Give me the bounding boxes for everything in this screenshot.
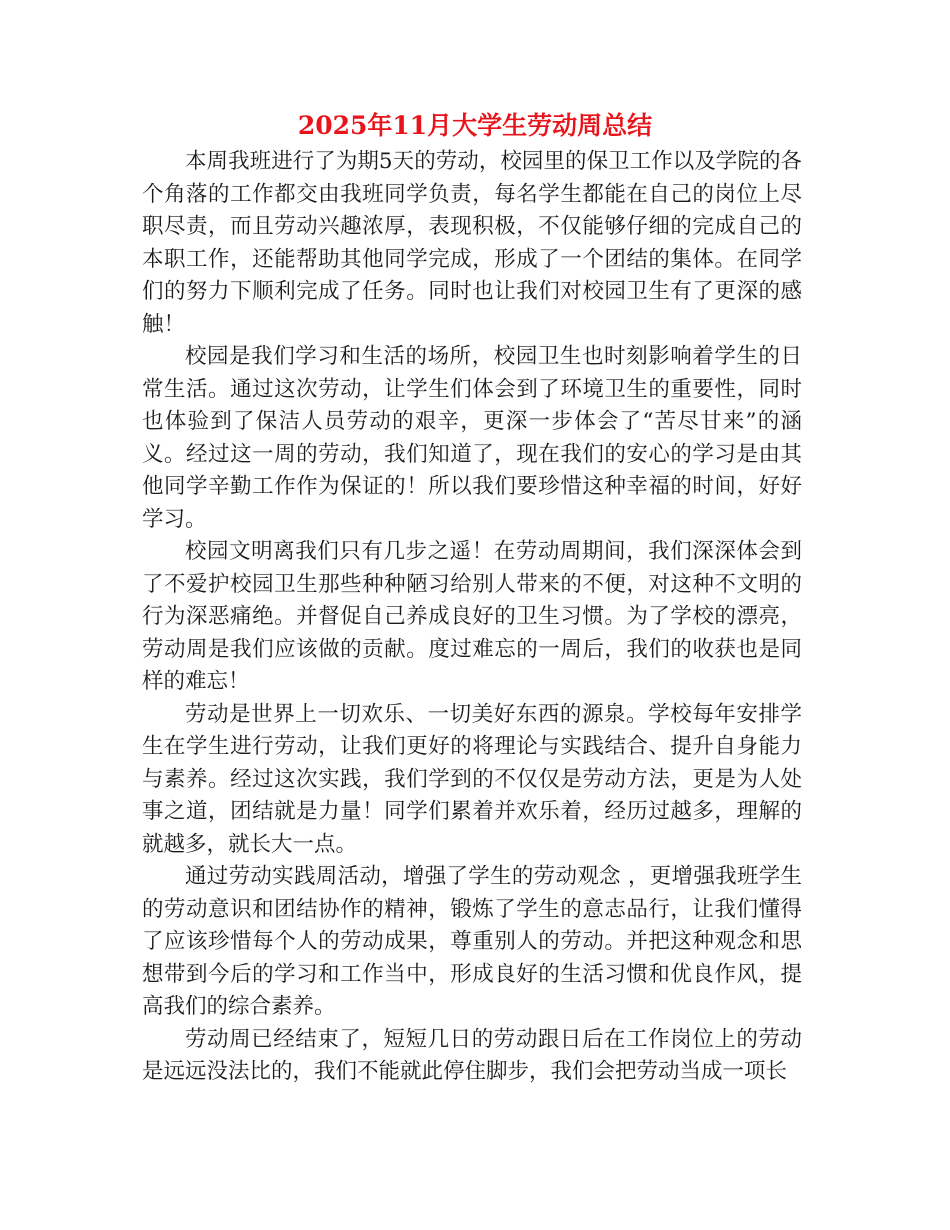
paragraph-3: 校园文明离我们只有几步之遥！在劳动周期间，我们深深体会到了不爱护校园卫生那些种种陋习给别人带来的不便，对这种不文明的行为深恶痛绝。并督促自己养成良好的卫生习惯。为了学校的漂亮，劳动周是我们应该做的贡献。度过难忘的一周后，我们的收获也是同样的难忘！	[142, 539, 802, 694]
document-title: 2025年11月大学生劳动周总结	[297, 111, 653, 140]
paragraph-5: 通过劳动实践周活动，增强了学生的劳动观念 ，更增强我班学生的劳动意识和团结协作的精神，锻炼了学生的意志品行，让我们懂得了应该珍惜每个人的劳动成果，尊重别人的劳动。并把这种观念和思想带到今后的学习和工作当中，形成良好的生活习惯和优良作风，提高我们的综合素养。	[142, 864, 802, 1019]
document-body	[142, 146, 802, 1089]
paragraph-1: 本周我班进行了为期5天的劳动，校园里的保卫工作以及学院的各个角落的工作都交由我班同学负责，每名学生都能在自己的岗位上尽职尽责，而且劳动兴趣浓厚，表现积极，不仅能够仔细的完成自己的本职工作，还能帮助其他同学完成，形成了一个团结的集体。在同学们的努力下顺利完成了任务。同时也让我们对校园卫生有了更深的感触！	[142, 149, 802, 337]
paragraph-6: 劳动周已经结束了，短短几日的劳动跟日后在工作岗位上的劳动是远远没法比的，我们不能就此停住脚步，我们会把劳动当成一项长	[142, 1026, 802, 1084]
paragraph-2: 校园是我们学习和生活的场所，校园卫生也时刻影响着学生的日常生活。通过这次劳动，让学生们体会到了环境卫生的重要性，同时也体验到了保洁人员劳动的艰辛，更深一步体会了“苦尽甘来”的涵义。经过这一周的劳动，我们知道了，现在我们的安心的学习是由其他同学辛勤工作作为保证的！所以我们要珍惜这种幸福的时间，好好学习。	[142, 344, 802, 532]
paragraph-4: 劳动是世界上一切欢乐、一切美好东西的源泉。学校每年安排学生在学生进行劳动，让我们更好的将理论与实践结合、提升自身能力与素养。经过这次实践，我们学到的不仅仅是劳动方法，更是为人处事之道，团结就是力量！同学们累着并欢乐着，经历过越多，理解的就越多，就长大一点。	[142, 701, 802, 857]
